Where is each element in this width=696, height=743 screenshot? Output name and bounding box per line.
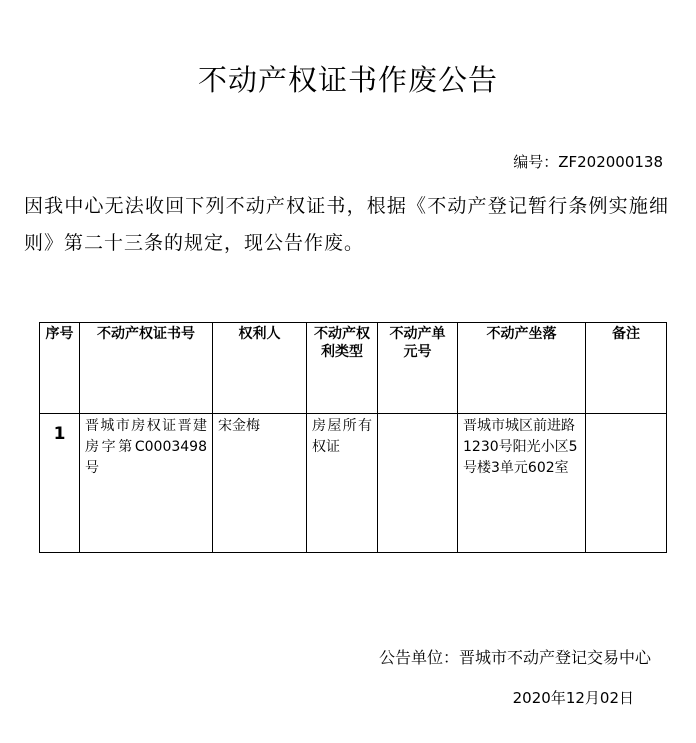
document-number: 编号：ZF202000138 [513,153,663,171]
issue-date: 2020年12月02日 [512,689,634,707]
header-remark: 备注 [586,323,667,414]
issuer: 公告单位：晋城市不动产登记交易中心 [378,648,651,667]
header-unit-no: 不动产单元号 [378,323,458,414]
announcement-body: 因我中心无法收回下列不动产权证书，根据《不动产登记暂行条例实施细则》第二十三条的规定，现公告作废。 [24,195,669,254]
cell-seq: 1 [40,414,80,553]
header-right-type: 不动产权利类型 [307,323,378,414]
certificate-table [39,322,667,553]
header-cert-no: 不动产权证书号 [80,323,213,414]
table-header-row [40,323,667,414]
cell-remark [586,414,667,553]
table-row [40,414,667,553]
header-seq: 序号 [40,323,80,414]
page-title: 不动产权证书作废公告 [197,63,498,97]
cell-right-type: 房屋所有权证 [307,414,378,553]
header-location: 不动产坐落 [458,323,586,414]
header-holder: 权利人 [213,323,307,414]
cell-holder: 宋金梅 [213,414,307,553]
cell-location: 晋城市城区前进路1230号阳光小区5号楼3单元602室 [458,414,586,553]
cell-cert-no: 晋城市房权证晋建房字第C0003498号 [80,414,213,553]
cell-unit-no [378,414,458,553]
